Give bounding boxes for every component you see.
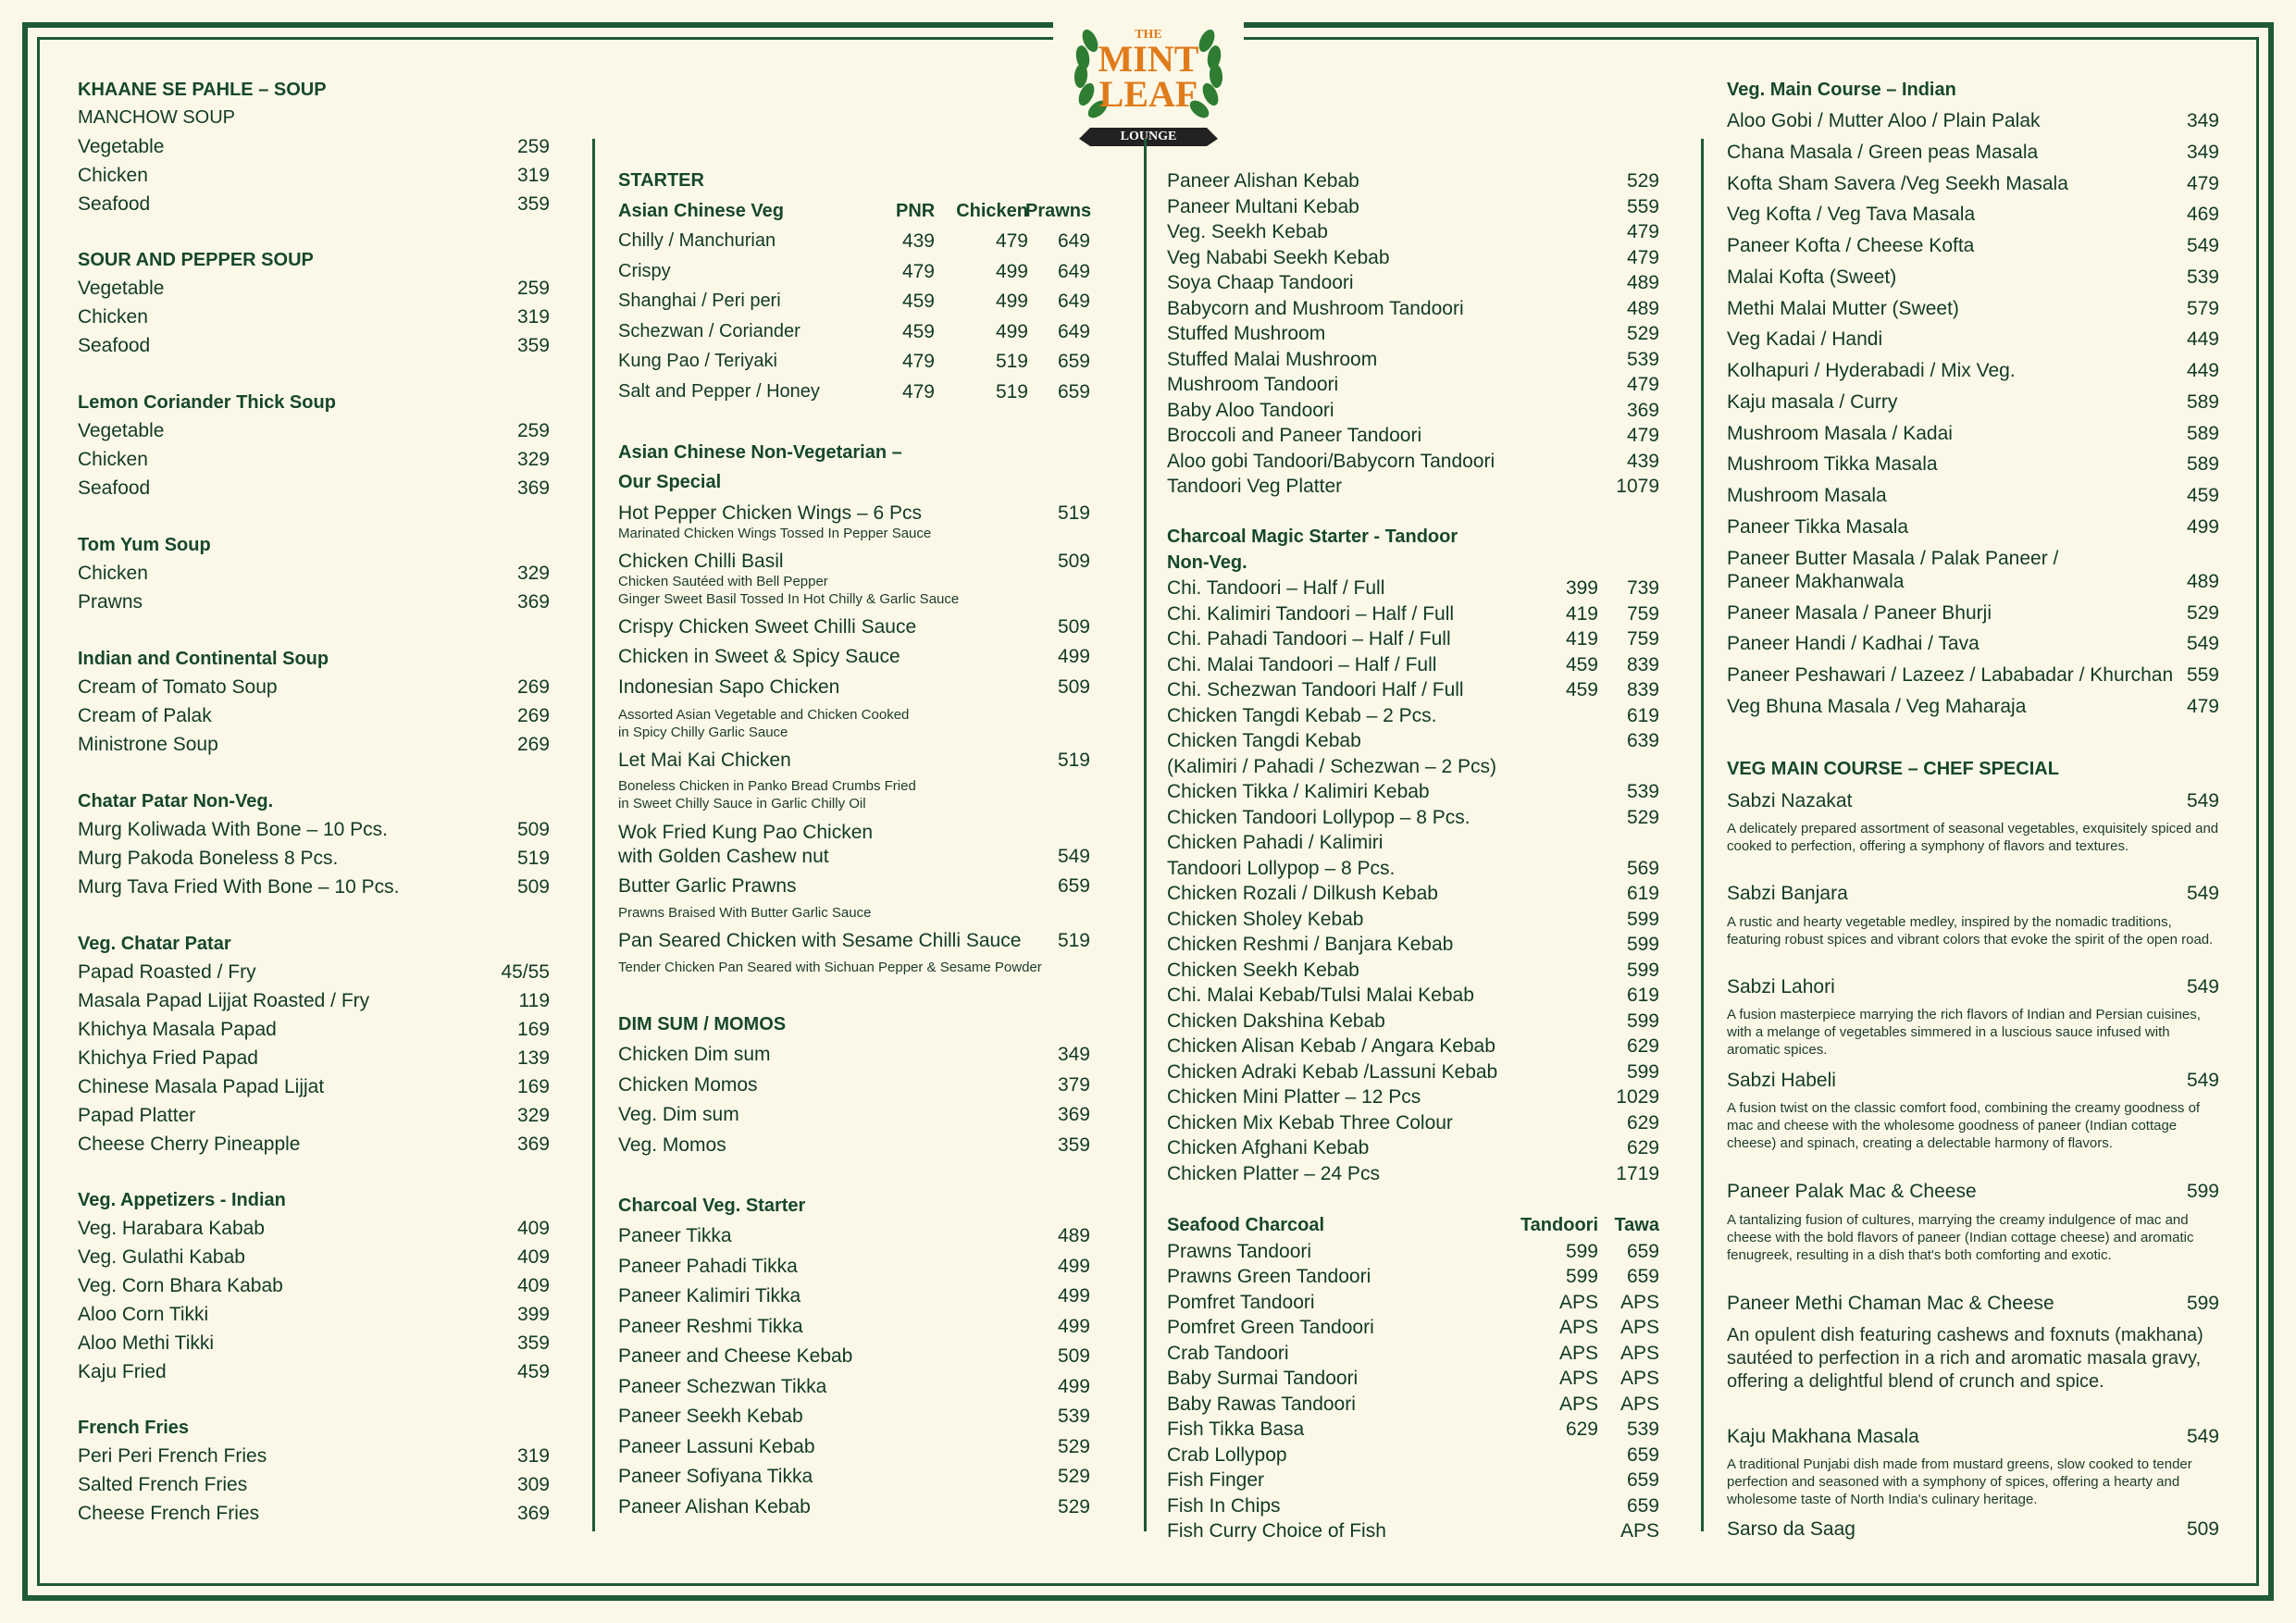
- section-title: Seafood Charcoal: [1167, 1215, 1325, 1235]
- price-tandoori: 599: [1565, 1266, 1598, 1287]
- menu-item-name: Paneer Butter Masala / Palak Paneer /: [1727, 548, 2059, 569]
- menu-item: Paneer Methi Chaman Mac & Cheese 599: [1727, 1293, 2219, 1314]
- menu-item-name: Crab Lollypop: [1167, 1444, 1287, 1466]
- menu-item-name: Prawns Tandoori: [1167, 1241, 1312, 1262]
- column-divider: [592, 139, 595, 1531]
- item-description: A fusion masterpiece marrying the rich flavors of Indian and Persian cuisines, with a melange of vegetables simmered in a luscious sauce infused with aromatic spices.: [1727, 1007, 2201, 1058]
- menu-item: Cream of Tomato Soup 269: [78, 676, 550, 698]
- menu-item: Aloo Corn Tikki 399: [78, 1304, 550, 1325]
- item-description: A rustic and hearty vegetable medley, inspired by the nomadic traditions, featuring robust spices and vibrant colors that evoke the spirit of the open road.: [1727, 914, 2214, 948]
- column-divider: [1701, 139, 1704, 1531]
- section-title: Asian Chinese Non-Vegetarian –: [618, 442, 902, 463]
- menu-item: Hot Pepper Chicken Wings – 6 Pcs 519: [618, 502, 1090, 524]
- logo-the: THE: [1135, 28, 1162, 42]
- menu-item: Veg Nababi Seekh Kebab 479: [1167, 247, 1659, 268]
- menu-item: Baby Aloo Tandoori 369: [1167, 400, 1659, 421]
- menu-item: Veg. Momos 359: [618, 1134, 1090, 1156]
- menu-item-name: Chi. Kalimiri Tandoori – Half / Full: [1167, 603, 1455, 625]
- price-prawns: 649: [1057, 261, 1090, 282]
- menu-item: Chicken Momos 379: [618, 1074, 1090, 1096]
- section-title: Chatar Patar Non-Veg.: [78, 791, 274, 812]
- price-tawa: APS: [1620, 1292, 1659, 1313]
- menu-item: Papad Platter 329: [78, 1105, 550, 1126]
- menu-item-subtitle: (Kalimiri / Pahadi / Schezwan – 2 Pcs): [1167, 756, 1496, 777]
- logo-mint: MINT: [1098, 38, 1199, 80]
- menu-item: Chicken Sholey Kebab 599: [1167, 909, 1659, 930]
- subsection-title: MANCHOW SOUP: [78, 107, 235, 128]
- section-title: Asian Chinese Veg: [618, 201, 784, 221]
- item-description: A traditional Punjabi dish made from mustard greens, slow cooked to tender perfection and seasoned with a symphony of spices, offering a hearty and wholesome taste of North India's culinary heritage.: [1727, 1456, 2192, 1507]
- menu-item-name: Chi. Malai Tandoori – Half / Full: [1167, 654, 1437, 675]
- menu-item-name: Baby Surmai Tandoori: [1167, 1368, 1359, 1389]
- menu-item: Veg. Corn Bhara Kabab 409: [78, 1275, 550, 1296]
- menu-item: Chicken Adraki Kebab /Lassuni Kebab 599: [1167, 1061, 1659, 1083]
- menu-item: Paneer Lassuni Kebab 529: [618, 1436, 1090, 1457]
- menu-item: Aloo Gobi / Mutter Aloo / Plain Palak 349: [1727, 110, 2219, 131]
- menu-item: Chicken Tandoori Lollypop – 8 Pcs. 529: [1167, 807, 1659, 828]
- menu-item: Paneer Pahadi Tikka 499: [618, 1256, 1090, 1277]
- menu-item: Chicken Dim sum 349: [618, 1044, 1090, 1065]
- section-title: VEG MAIN COURSE – CHEF SPECIAL: [1727, 759, 2059, 779]
- price-half: 459: [1565, 654, 1598, 675]
- menu-item-name: Pomfret Tandoori: [1167, 1292, 1315, 1313]
- price-tawa: APS: [1620, 1343, 1659, 1364]
- menu-item: Chinese Masala Papad Lijjat 169: [78, 1076, 550, 1097]
- price-chicken: 479: [995, 230, 1028, 252]
- menu-item: Peri Peri French Fries 319: [78, 1445, 550, 1467]
- menu-item: Murg Tava Fried With Bone – 10 Pcs. 509: [78, 876, 550, 898]
- menu-item: Paneer Reshmi Tikka 499: [618, 1316, 1090, 1337]
- section-title: Veg. Main Course – Indian: [1727, 80, 1956, 100]
- menu-item: Ministrone Soup 269: [78, 734, 550, 755]
- menu-item: Paneer Schezwan Tikka 499: [618, 1376, 1090, 1397]
- menu-item: Mushroom Tikka Masala 589: [1727, 453, 2219, 475]
- price-full: 839: [1626, 654, 1659, 675]
- menu-item-name: Fish In Chips: [1167, 1495, 1281, 1517]
- price-half: 459: [1565, 679, 1598, 700]
- menu-item: Crispy Chicken Sweet Chilli Sauce 509: [618, 616, 1090, 638]
- menu-item-name: Chicken Pahadi / Kalimiri: [1167, 832, 1384, 853]
- price-prawns: 649: [1057, 291, 1090, 312]
- menu-item: Paneer Multani Kebab 559: [1167, 196, 1659, 217]
- price-tawa: 659: [1626, 1241, 1659, 1262]
- price-tandoori: APS: [1558, 1292, 1598, 1313]
- section-title: SOUR AND PEPPER SOUP: [78, 250, 314, 270]
- item-description: Chicken Sautéed with Bell Pepper: [618, 574, 828, 589]
- price-full: 739: [1626, 577, 1659, 599]
- price-half: 399: [1565, 577, 1598, 599]
- menu-item: Kofta Sham Savera /Veg Seekh Masala 479: [1727, 173, 2219, 194]
- section-title: Lemon Coriander Thick Soup: [78, 392, 336, 413]
- menu-item: with Golden Cashew nut 549: [618, 846, 1090, 867]
- column-header: PNR: [896, 201, 936, 221]
- menu-item: Paneer Alishan Kebab 529: [1167, 170, 1659, 192]
- menu-item: Paneer Tikka Masala 499: [1727, 516, 2219, 538]
- column-header: Chicken: [956, 201, 1028, 221]
- item-description: Boneless Chicken in Panko Bread Crumbs Fried: [618, 778, 916, 794]
- menu-item: Chicken 319: [78, 306, 550, 328]
- price-tawa: 659: [1626, 1444, 1659, 1466]
- menu-item: Veg. Harabara Kabab 409: [78, 1218, 550, 1239]
- price-pnr: 459: [901, 321, 935, 342]
- menu-item: Seafood 359: [78, 335, 550, 356]
- menu-item: Paneer Palak Mac & Cheese 599: [1727, 1181, 2219, 1202]
- column-header: Tandoori: [1520, 1215, 1598, 1235]
- menu-item: Chicken Seekh Kebab 599: [1167, 960, 1659, 981]
- price-prawns: 649: [1057, 230, 1090, 252]
- menu-item: Paneer Masala / Paneer Bhurji 529: [1727, 602, 2219, 624]
- section-title: Charcoal Magic Starter - Tandoor: [1167, 527, 1458, 547]
- price-full: 759: [1626, 603, 1659, 625]
- menu-item-name: Salt and Pepper / Honey: [618, 381, 820, 402]
- price-prawns: 659: [1057, 381, 1090, 403]
- price-tandoori: APS: [1558, 1368, 1598, 1389]
- menu-item: Mushroom Masala 459: [1727, 485, 2219, 506]
- menu-item: Aloo gobi Tandoori/Babycorn Tandoori 439: [1167, 451, 1659, 472]
- menu-item: Paneer Peshawari / Lazeez / Lababadar / Khurchan 559: [1727, 664, 2219, 686]
- menu-item: Chana Masala / Green peas Masala 349: [1727, 142, 2219, 163]
- price-tandoori: APS: [1558, 1343, 1598, 1364]
- section-title: STARTER: [618, 170, 704, 191]
- section-title: Veg. Appetizers - Indian: [78, 1190, 286, 1210]
- item-description: in Sweet Chilly Sauce in Garlic Chilly Oil: [618, 796, 866, 812]
- menu-item-name: Schezwan / Coriander: [618, 321, 800, 341]
- item-description: A fusion twist on the classic comfort food, combining the creamy goodness of mac and cheese with the wholesome goodness of paneer (Indian cottage cheese) and spinach, creating a delectable harmony of flavors.: [1727, 1100, 2201, 1151]
- price-tawa: APS: [1620, 1368, 1659, 1389]
- menu-item: Paneer Sofiyana Tikka 529: [618, 1466, 1090, 1487]
- menu-item: Cream of Palak 269: [78, 705, 550, 726]
- menu-item: Chicken Afghani Kebab 629: [1167, 1137, 1659, 1158]
- menu-item: Murg Pakoda Boneless 8 Pcs. 519: [78, 848, 550, 869]
- item-description: Ginger Sweet Basil Tossed In Hot Chilly & Garlic Sauce: [618, 591, 960, 607]
- menu-item-name: Crab Tandoori: [1167, 1343, 1289, 1364]
- item-description: A delicately prepared assortment of seasonal vegetables, exquisitely spiced and cooked to perfection, offering a symphony of flavors and textures.: [1727, 821, 2219, 854]
- menu-item-name: Chilly / Manchurian: [618, 230, 776, 251]
- price-pnr: 479: [901, 261, 935, 282]
- menu-item: Chicken Alisan Kebab / Angara Kebab 629: [1167, 1035, 1659, 1057]
- section-title: Indian and Continental Soup: [78, 649, 329, 669]
- menu-item: Paneer Seekh Kebab 539: [618, 1406, 1090, 1427]
- menu-item: Veg Kadai / Handi 449: [1727, 328, 2219, 350]
- menu-item: Veg. Seekh Kebab 479: [1167, 221, 1659, 242]
- menu-item: Tandoori Veg Platter 1079: [1167, 476, 1659, 497]
- menu-item: Chicken 329: [78, 563, 550, 584]
- price-full: 839: [1626, 679, 1659, 700]
- menu-item: Paneer Handi / Kadhai / Tava 549: [1727, 633, 2219, 654]
- price-half: 419: [1565, 603, 1598, 625]
- price-full: 759: [1626, 628, 1659, 650]
- price-tandoori: APS: [1558, 1317, 1598, 1338]
- logo-leaf: LEAF: [1098, 73, 1198, 115]
- menu-item-name: Shanghai / Peri peri: [618, 291, 781, 311]
- menu-item: Veg Kofta / Veg Tava Masala 469: [1727, 204, 2219, 225]
- menu-item: Paneer Makhanwala 489: [1727, 571, 2219, 592]
- price-tawa: APS: [1620, 1520, 1659, 1542]
- menu-item-name: Pomfret Green Tandoori: [1167, 1317, 1374, 1338]
- menu-item-name: Kung Pao / Teriyaki: [618, 351, 777, 371]
- section-title: Charcoal Veg. Starter: [618, 1196, 806, 1216]
- menu-item: Babycorn and Mushroom Tandoori 489: [1167, 298, 1659, 319]
- menu-item: Murg Koliwada With Bone – 10 Pcs. 509: [78, 819, 550, 840]
- menu-item: Seafood 359: [78, 193, 550, 215]
- price-tawa: 659: [1626, 1469, 1659, 1491]
- menu-item: Sabzi Banjara 549: [1727, 883, 2219, 904]
- menu-item: Chicken 329: [78, 449, 550, 470]
- menu-item: Broccoli and Paneer Tandoori 479: [1167, 425, 1659, 446]
- price-pnr: 439: [901, 230, 935, 252]
- menu-item-name: Baby Rawas Tandoori: [1167, 1394, 1356, 1415]
- menu-item: Salted French Fries 309: [78, 1474, 550, 1495]
- menu-item: Vegetable 259: [78, 136, 550, 157]
- menu-item: Chicken Platter – 24 Pcs 1719: [1167, 1163, 1659, 1184]
- price-prawns: 659: [1057, 351, 1090, 372]
- menu-item: Pan Seared Chicken with Sesame Chilli Sauce 519: [618, 930, 1090, 951]
- menu-item: Paneer Tikka 489: [618, 1225, 1090, 1246]
- menu-item: Kaju Makhana Masala 549: [1727, 1426, 2219, 1447]
- price-tawa: 539: [1626, 1419, 1659, 1440]
- menu-item: Chicken in Sweet & Spicy Sauce 499: [618, 646, 1090, 667]
- menu-item: Kaju Fried 459: [78, 1361, 550, 1382]
- menu-item-name: Crispy: [618, 261, 671, 281]
- price-chicken: 519: [995, 381, 1028, 403]
- menu-item: Malai Kofta (Sweet) 539: [1727, 266, 2219, 288]
- menu-item: Chicken Tikka / Kalimiri Kebab 539: [1167, 781, 1659, 802]
- item-description: Tender Chicken Pan Seared with Sichuan Pepper & Sesame Powder: [618, 960, 1042, 975]
- menu-item: Seafood 369: [78, 477, 550, 499]
- menu-item: Chicken Rozali / Dilkush Kebab 619: [1167, 883, 1659, 904]
- menu-item: Stuffed Mushroom 529: [1167, 323, 1659, 344]
- price-pnr: 479: [901, 381, 935, 403]
- menu-item: Veg. Dim sum 369: [618, 1104, 1090, 1125]
- column-divider: [1144, 139, 1147, 1531]
- section-title: Our Special: [618, 472, 722, 492]
- menu-item: Indonesian Sapo Chicken 509: [618, 676, 1090, 698]
- item-description: Assorted Asian Vegetable and Chicken Cooked: [618, 707, 910, 723]
- menu-item: Mushroom Masala / Kadai 589: [1727, 423, 2219, 444]
- item-description: An opulent dish featuring cashews and foxnuts (makhana) sautéed to perfection in a rich and aromatic masala gravy, offering a delightful blend of crunch and spice.: [1727, 1325, 2203, 1392]
- price-tandoori: 599: [1565, 1241, 1598, 1262]
- menu-item: Paneer and Cheese Kebab 509: [618, 1345, 1090, 1367]
- price-chicken: 499: [995, 291, 1028, 312]
- menu-item: Paneer Kofta / Cheese Kofta 549: [1727, 235, 2219, 256]
- menu-item: Aloo Methi Tikki 359: [78, 1332, 550, 1354]
- menu-item-name: Prawns Green Tandoori: [1167, 1266, 1371, 1287]
- menu-item: Paneer Kalimiri Tikka 499: [618, 1285, 1090, 1307]
- column-header: Tawa: [1614, 1215, 1659, 1235]
- price-half: 419: [1565, 628, 1598, 650]
- menu-item: Vegetable 259: [78, 420, 550, 441]
- price-pnr: 479: [901, 351, 935, 372]
- menu-item-name: Fish Curry Choice of Fish: [1167, 1520, 1386, 1542]
- column-header: Prawns: [1025, 201, 1092, 221]
- menu-item: Stuffed Malai Mushroom 539: [1167, 349, 1659, 370]
- price-tandoori: 629: [1565, 1419, 1598, 1440]
- price-tandoori: APS: [1558, 1394, 1598, 1415]
- menu-item: Chicken Tangdi Kebab – 2 Pcs. 619: [1167, 705, 1659, 726]
- menu-item: Prawns 369: [78, 591, 550, 613]
- menu-item-name: Fish Tikka Basa: [1167, 1419, 1305, 1440]
- menu-item-name: Wok Fried Kung Pao Chicken: [618, 822, 874, 843]
- price-tawa: 659: [1626, 1495, 1659, 1517]
- menu-item: Chicken Mix Kebab Three Colour 629: [1167, 1112, 1659, 1134]
- menu-item: Masala Papad Lijjat Roasted / Fry 119: [78, 990, 550, 1011]
- menu-item: Sabzi Habeli 549: [1727, 1070, 2219, 1091]
- price-prawns: 649: [1057, 321, 1090, 342]
- logo-lounge: LOUNGE: [1120, 130, 1177, 143]
- menu-item: Chi. Malai Kebab/Tulsi Malai Kebab 619: [1167, 985, 1659, 1006]
- price-tawa: APS: [1620, 1394, 1659, 1415]
- menu-item: Chicken Dakshina Kebab 599: [1167, 1010, 1659, 1032]
- menu-item: Veg. Gulathi Kabab 409: [78, 1246, 550, 1268]
- price-chicken: 499: [995, 261, 1028, 282]
- menu-item: Let Mai Kai Chicken 519: [618, 750, 1090, 771]
- menu-item: Khichya Masala Papad 169: [78, 1019, 550, 1040]
- menu-item: Sabzi Nazakat 549: [1727, 790, 2219, 812]
- menu-item: Chicken Chilli Basil 509: [618, 551, 1090, 572]
- menu-item: Papad Roasted / Fry 45/55: [78, 961, 550, 983]
- price-tawa: APS: [1620, 1317, 1659, 1338]
- section-title: Tom Yum Soup: [78, 535, 211, 555]
- section-title: French Fries: [78, 1418, 190, 1438]
- menu-item: Cheese Cherry Pineapple 369: [78, 1134, 550, 1155]
- section-title: Veg. Chatar Patar: [78, 934, 231, 954]
- menu-item: Sarso da Saag 509: [1727, 1518, 2219, 1540]
- menu-item-name: Fish Finger: [1167, 1469, 1265, 1491]
- section-title: Non-Veg.: [1167, 552, 1247, 573]
- menu-item: Sabzi Lahori 549: [1727, 976, 2219, 997]
- mint-leaf-logo: [1053, 13, 1244, 150]
- section-title: KHAANE SE PAHLE – SOUP: [78, 80, 327, 100]
- menu-item: Methi Malai Mutter (Sweet) 579: [1727, 298, 2219, 319]
- menu-item-name: Chi. Schezwan Tandoori Half / Full: [1167, 679, 1464, 700]
- menu-item: Butter Garlic Prawns 659: [618, 875, 1090, 897]
- menu-item: Paneer Alishan Kebab 529: [618, 1496, 1090, 1518]
- menu-item-name: Chi. Tandoori – Half / Full: [1167, 577, 1385, 599]
- menu-item: Chicken Tangdi Kebab 639: [1167, 730, 1659, 751]
- menu-item: Khichya Fried Papad 139: [78, 1047, 550, 1069]
- menu-item: Chicken 319: [78, 165, 550, 186]
- price-chicken: 499: [995, 321, 1028, 342]
- menu-item-name: Chi. Pahadi Tandoori – Half / Full: [1167, 628, 1451, 650]
- item-description: Prawns Braised With Butter Garlic Sauce: [618, 905, 872, 921]
- price-tawa: 659: [1626, 1266, 1659, 1287]
- menu-item: Chicken Reshmi / Banjara Kebab 599: [1167, 934, 1659, 955]
- menu-item: Veg Bhuna Masala / Veg Maharaja 479: [1727, 696, 2219, 717]
- price-pnr: 459: [901, 291, 935, 312]
- menu-item: Chicken Mini Platter – 12 Pcs 1029: [1167, 1086, 1659, 1108]
- item-description: in Spicy Chilly Garlic Sauce: [618, 725, 788, 740]
- menu-item: Tandoori Lollypop – 8 Pcs. 569: [1167, 858, 1659, 879]
- item-description: A tantalizing fusion of cultures, marrying the creamy indulgence of mac and cheese with the bold flavors of paneer (Indian cottage cheese) and aromatic fenugreek, resulting in a dish that's both comforting and exotic.: [1727, 1212, 2194, 1263]
- menu-item: Cheese French Fries 369: [78, 1503, 550, 1524]
- menu-item: Soya Chaap Tandoori 489: [1167, 272, 1659, 293]
- price-chicken: 519: [995, 351, 1028, 372]
- menu-item: Kaju masala / Curry 589: [1727, 391, 2219, 413]
- menu-item: Mushroom Tandoori 479: [1167, 374, 1659, 395]
- menu-item: Vegetable 259: [78, 278, 550, 299]
- menu-item: Kolhapuri / Hyderabadi / Mix Veg. 449: [1727, 360, 2219, 381]
- item-description: Marinated Chicken Wings Tossed In Pepper Sauce: [618, 526, 932, 541]
- section-title: DIM SUM / MOMOS: [618, 1014, 787, 1035]
